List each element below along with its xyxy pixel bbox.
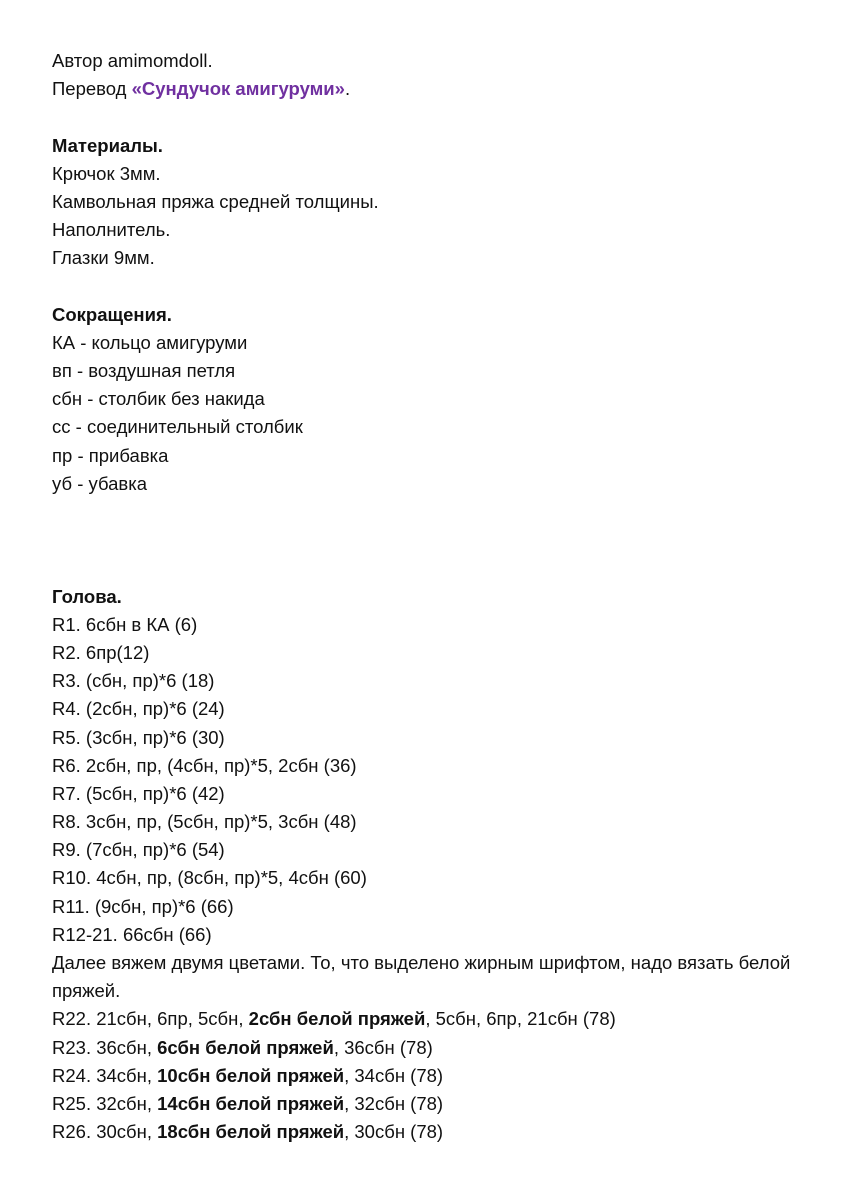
head-row: R5. (3сбн, пр)*6 (30)	[52, 726, 225, 748]
color-row-after: , 30сбн (78)	[344, 1121, 444, 1143]
color-row-before: R26. 30сбн,	[52, 1121, 158, 1143]
abbreviation-item: пр - прибавка	[52, 444, 169, 466]
color-row-after: , 36сбн (78)	[333, 1036, 433, 1058]
abbreviation-item: уб - убавка	[52, 472, 148, 494]
head-row: R7. (5сбн, пр)*6 (42)	[52, 782, 225, 804]
color-row-white-yarn: 18сбн белой пряжей	[157, 1121, 345, 1143]
abbreviation-item: вп - воздушная петля	[52, 360, 236, 382]
head-row: R3. (сбн, пр)*6 (18)	[52, 670, 215, 692]
color-row	[52, 1034, 832, 1062]
color-row-white-yarn: 14сбн белой пряжей	[157, 1093, 345, 1114]
color-row-after: , 32сбн (78)	[344, 1093, 444, 1114]
color-row-white-yarn: 10сбн белой пряжей	[157, 1064, 345, 1086]
color-row	[52, 1005, 832, 1033]
color-row	[52, 1062, 832, 1090]
head-row: R10. 4сбн, пр, (8сбн, пр)*5, 4сбн (60)	[52, 867, 367, 889]
head-row: R8. 3сбн, пр, (5сбн, пр)*5, 3сбн (48)	[52, 811, 357, 833]
head-row: R2. 6пр(12)	[52, 641, 150, 663]
head-row: R9. (7сбн, пр)*6 (54)	[52, 839, 225, 861]
spacer	[52, 103, 832, 131]
translation-source-link: «Сундучок амигуруми»	[131, 78, 345, 100]
translation-prefix: Перевод	[52, 78, 132, 100]
abbreviation-item: сс - соединительный столбик	[52, 416, 303, 438]
spacer	[52, 498, 832, 583]
color-row	[52, 1090, 832, 1118]
abbreviations-title: Сокращения.	[52, 303, 172, 325]
materials-item: Камвольная пряжа средней толщины.	[52, 190, 379, 212]
materials-item: Крючок 3мм.	[52, 162, 161, 184]
color-row-white-yarn: 6сбн белой пряжей	[157, 1036, 334, 1058]
head-title: Голова.	[52, 585, 122, 607]
materials-item: Глазки 9мм.	[52, 247, 155, 269]
color-row-before: R25. 32сбн,	[52, 1093, 158, 1114]
color-row-white-yarn: 2сбн белой пряжей	[248, 1008, 426, 1030]
abbreviation-item: сбн - столбик без накида	[52, 388, 265, 410]
spacer	[52, 273, 832, 301]
color-row-after: , 34сбн (78)	[344, 1064, 444, 1086]
abbreviation-item: КА - кольцо амигуруми	[52, 331, 248, 353]
head-row: R12-21. 66сбн (66)	[52, 923, 212, 945]
head-row: R6. 2сбн, пр, (4сбн, пр)*5, 2сбн (36)	[52, 754, 357, 776]
document-page	[52, 47, 832, 1146]
head-row: R4. (2сбн, пр)*6 (24)	[52, 698, 225, 720]
two-color-note: Далее вяжем двумя цветами. То, что выделено жирным шрифтом, надо вязать белой пряжей.	[52, 952, 791, 1002]
head-row: R11. (9сбн, пр)*6 (66)	[52, 895, 234, 917]
color-row-before: R22. 21сбн, 6пр, 5сбн,	[52, 1008, 249, 1030]
materials-title: Материалы.	[52, 134, 163, 156]
head-row: R1. 6сбн в КА (6)	[52, 613, 198, 635]
color-row	[52, 1118, 832, 1146]
author-line: Автор amimomdoll.	[52, 50, 213, 71]
color-row-before: R23. 36сбн,	[52, 1036, 158, 1058]
color-row-after: , 5сбн, 6пр, 21сбн (78)	[425, 1008, 616, 1030]
color-row-before: R24. 34сбн,	[52, 1064, 158, 1086]
materials-item: Наполнитель.	[52, 219, 171, 241]
translation-suffix: .	[344, 78, 351, 100]
translation-line	[52, 75, 832, 103]
